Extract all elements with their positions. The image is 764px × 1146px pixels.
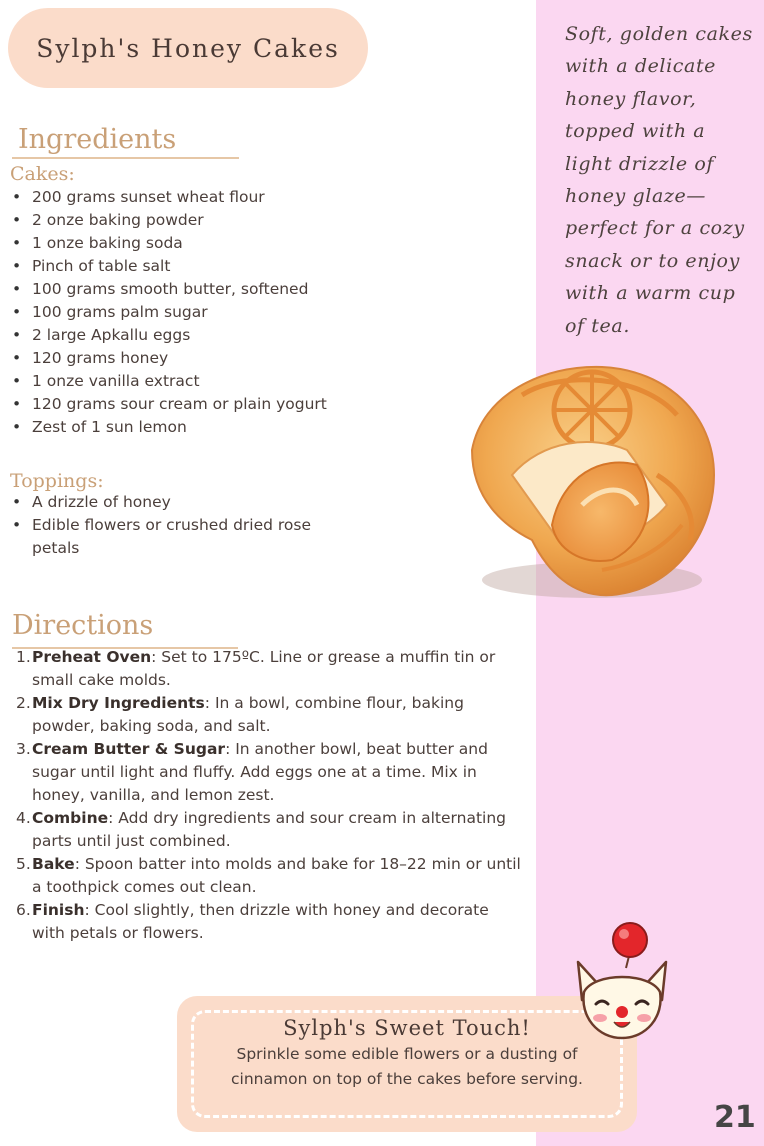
list-item: • 2 onze baking powder — [12, 209, 342, 232]
list-item: • 1 onze baking soda — [12, 232, 342, 255]
title-banner — [8, 8, 368, 88]
moogle-mascot — [570, 922, 674, 1042]
direction-step: 1. Preheat Oven: Set to 175ºC. Line or grease a muffin tin or small cake molds. — [16, 648, 496, 689]
cakes-ingredient-list — [12, 186, 342, 439]
directions-list — [12, 646, 522, 945]
list-item: • A drizzle of honey — [12, 491, 322, 514]
list-item: • 100 grams palm sugar — [12, 301, 342, 324]
direction-step: 5. Bake: Spoon batter into molds and bake for 18–22 min or until a toothpick comes out clean. — [16, 855, 521, 896]
toppings-list — [12, 491, 322, 560]
list-item: • Zest of 1 sun lemon — [12, 416, 342, 439]
directions-heading: Directions — [12, 610, 154, 641]
list-item: • 120 grams honey — [12, 347, 342, 370]
list-item: • 120 grams sour cream or plain yogurt — [12, 393, 342, 416]
page-number: 21 — [714, 1100, 756, 1135]
direction-step: 4. Combine: Add dry ingredients and sour cream in alternating parts until just combined. — [16, 809, 506, 850]
recipe-intro: Soft, golden cakes with a delicate honey flavor, topped with a light drizzle of honey glaze—perfect for a cozy snack or to enjoy with a warm cup of tea. — [565, 23, 753, 337]
tip-text: Sprinkle some edible flowers or a dusting of cinnamon on top of the cakes before serving. — [231, 1045, 583, 1088]
list-item: • Edible flowers or crushed dried rose petals — [12, 514, 322, 560]
list-item: • 200 grams sunset wheat flour — [12, 186, 342, 209]
honey-cake-illustration — [452, 355, 724, 605]
cakes-subheading: Cakes: — [10, 163, 75, 185]
ingredients-heading: Ingredients — [18, 124, 177, 155]
direction-step: 2. Mix Dry Ingredients: In a bowl, combine flour, baking powder, baking soda, and salt. — [16, 694, 464, 735]
tip-title: Sylph's Sweet Touch! — [283, 1016, 531, 1040]
list-item: • 2 large Apkallu eggs — [12, 324, 342, 347]
ingredients-rule — [12, 157, 239, 159]
toppings-subheading: Toppings: — [10, 470, 104, 492]
page-title: Sylph's Honey Cakes — [36, 33, 340, 63]
list-item: • Pinch of table salt — [12, 255, 342, 278]
list-item: • 1 onze vanilla extract — [12, 370, 342, 393]
list-item: • 100 grams smooth butter, softened — [12, 278, 342, 301]
direction-step: 6. Finish: Cool slightly, then drizzle with honey and decorate with petals or flowers. — [16, 901, 489, 942]
direction-step: 3. Cream Butter & Sugar: In another bowl, beat butter and sugar until light and fluffy. Add eggs one at a time. Mix in honey, vanilla, and lemon zest. — [16, 740, 488, 804]
